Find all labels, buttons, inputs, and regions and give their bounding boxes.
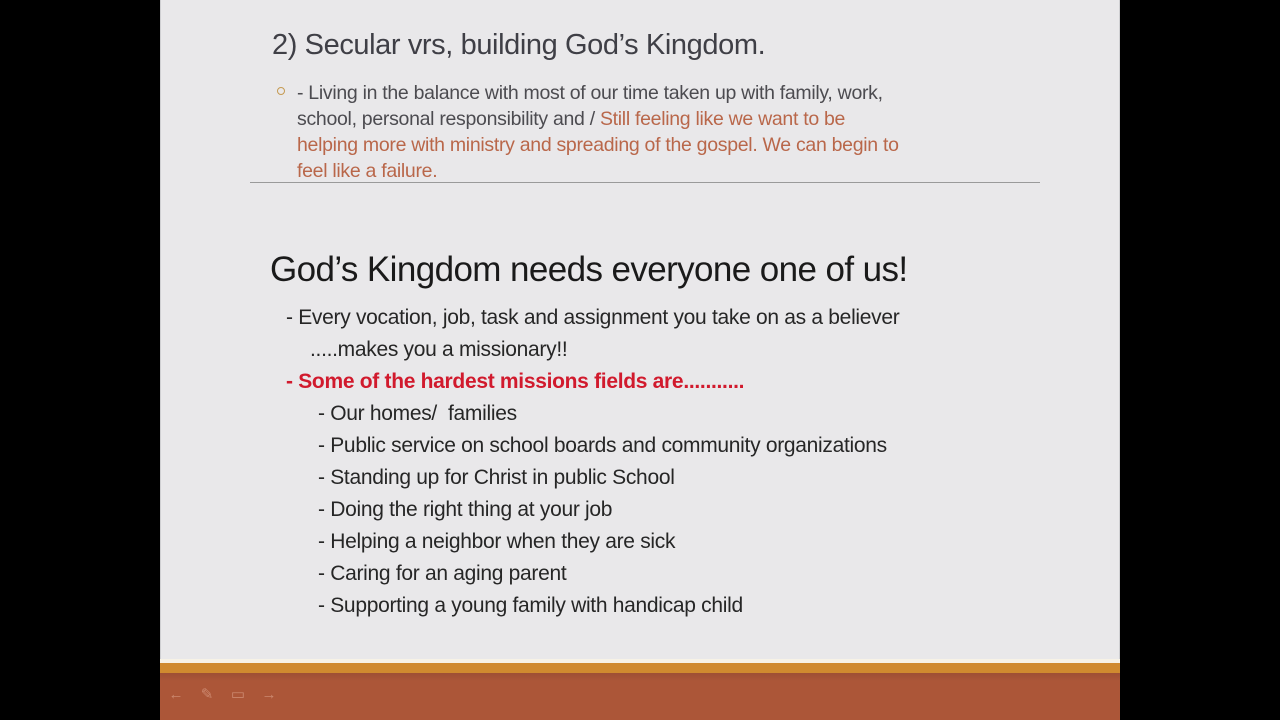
previous-slide-icon[interactable]: ← [168, 686, 184, 703]
bullet-text [297, 80, 1037, 184]
list-item: - Doing the right thing at your job [318, 498, 613, 521]
list-item: - Public service on school boards and community organizations [318, 434, 887, 457]
circle-bullet-icon [277, 87, 285, 95]
bullet-text-orange: helping more with ministry and spreading of the gospel. We can begin to [297, 134, 899, 156]
intro-bullet-block [277, 80, 1037, 184]
bullet-text-orange: Still feeling like we want to be [599, 108, 846, 130]
bullet-line [297, 80, 1037, 106]
bullet-line [297, 106, 1037, 132]
bullet-list [286, 302, 1066, 622]
bullet-row [277, 80, 1037, 184]
next-slide-icon[interactable]: → [261, 686, 277, 703]
list-item-emphasis: - Some of the hardest missions fields are........... [286, 370, 745, 393]
bullet-text-orange: feel like a failure. [297, 160, 438, 182]
amber-accent-strip [160, 663, 1120, 673]
list-item: .....makes you a missionary!! [310, 338, 568, 361]
presentation-slide [160, 0, 1120, 720]
bullet-line [297, 158, 1037, 184]
list-item: - Standing up for Christ in public School [318, 466, 675, 489]
horizontal-divider [250, 182, 1040, 183]
bullet-text-gray: - Living in the balance with most of our time taken up with family, work, [297, 82, 883, 104]
slide-title: 2) Secular vrs, building God’s Kingdom. [272, 29, 766, 61]
list-item: - Every vocation, job, task and assignment you take on as a believer [286, 306, 900, 329]
bullet-text-gray: school, personal responsibility and / [297, 108, 600, 130]
footer-bar [160, 673, 1120, 720]
list-item: - Supporting a young family with handicap child [318, 594, 743, 617]
list-item: - Helping a neighbor when they are sick [318, 530, 676, 553]
pen-icon[interactable]: ✎ [200, 686, 214, 703]
list-item: - Our homes/ families [318, 402, 517, 425]
bullet-line [297, 132, 1037, 158]
section-heading: God’s Kingdom needs everyone one of us! [270, 250, 908, 289]
list-item: - Caring for an aging parent [318, 562, 567, 585]
all-slides-icon[interactable]: ▭ [230, 686, 246, 703]
presenter-controls [168, 687, 277, 703]
